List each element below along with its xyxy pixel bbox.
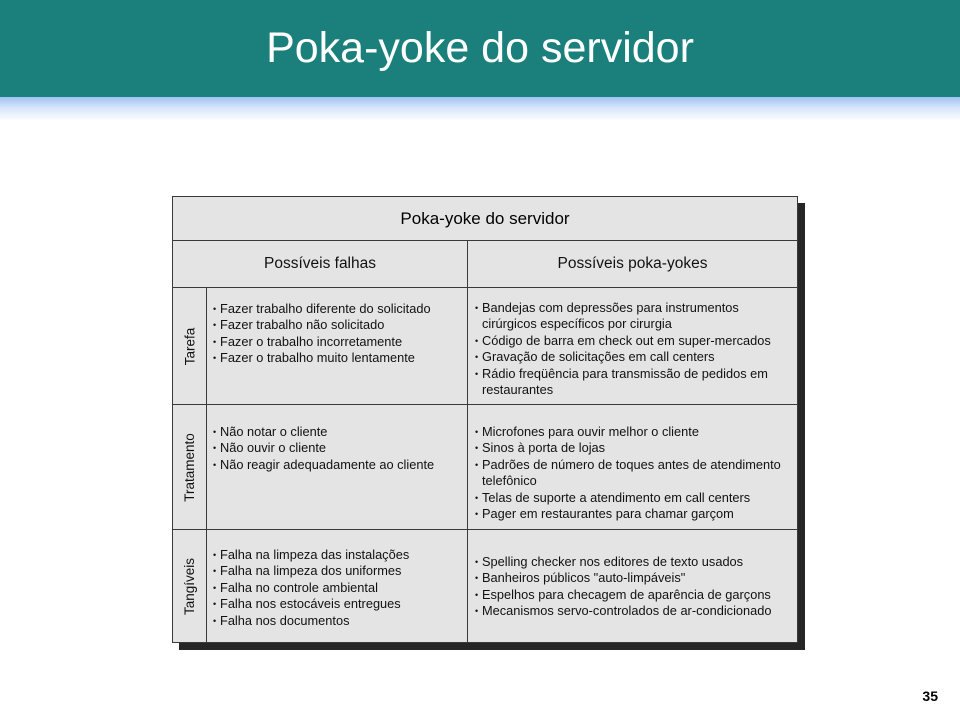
page-number: 35 xyxy=(922,688,938,704)
row-label-tarefa xyxy=(173,288,206,404)
list-item: • Falha nos estocáveis entregues xyxy=(213,596,465,612)
list-item: • Fazer trabalho diferente do solicitado xyxy=(213,301,465,317)
table-title: Poka-yoke do servidor xyxy=(400,208,570,228)
list-item: • Falha no controle ambiental xyxy=(213,580,465,596)
list-item: • Padrões de número de toques antes de atendimento telefônico xyxy=(475,457,795,490)
list-item: • Código de barra em check out em super-mercados xyxy=(475,333,795,349)
divider xyxy=(173,287,797,288)
row-label-tratamento xyxy=(173,405,206,529)
list-item: • Falha nos documentos xyxy=(213,613,465,629)
row-label-text: Tarefa xyxy=(182,327,197,365)
list-item: • Não ouvir o cliente xyxy=(213,440,465,456)
list-item: • Sinos à porta de lojas xyxy=(475,440,795,456)
slide-title: Poka-yoke do servidor xyxy=(266,24,694,72)
column-header-failures: Possíveis falhas xyxy=(264,255,376,272)
pokayokes-cell-tratamento xyxy=(475,424,795,522)
divider xyxy=(206,530,207,642)
divider xyxy=(173,404,797,405)
pokayoke-table xyxy=(172,196,798,643)
list-item: • Fazer o trabalho incorretamente xyxy=(213,334,465,350)
row-label-tangiveis xyxy=(173,530,206,642)
divider xyxy=(206,405,207,529)
list-item: • Fazer trabalho não solicitado xyxy=(213,317,465,333)
list-item: • Falha na limpeza das instalações xyxy=(213,547,465,563)
list-item: • Não notar o cliente xyxy=(213,424,465,440)
list-item: • Rádio freqüência para transmissão de pedidos em restaurantes xyxy=(475,366,795,399)
list-item: • Microfones para ouvir melhor o cliente xyxy=(475,424,795,440)
list-item: • Não reagir adequadamente ao cliente xyxy=(213,457,465,473)
list-item: • Telas de suporte a atendimento em call centers xyxy=(475,490,795,506)
list-item: • Bandejas com depressões para instrumentos cirúrgicos específicos por cirurgia xyxy=(475,300,795,333)
list-item: • Pager em restaurantes para chamar garçom xyxy=(475,506,795,522)
failures-cell-tratamento xyxy=(213,424,465,473)
row-label-text: Tangíveis xyxy=(182,557,198,615)
list-item: • Banheiros públicos "auto-limpáveis" xyxy=(475,570,795,586)
divider xyxy=(206,288,207,404)
pokayokes-cell-tangiveis xyxy=(475,554,795,620)
divider xyxy=(467,241,468,642)
divider xyxy=(173,529,797,530)
row-label-text: Tratamento xyxy=(182,432,197,502)
column-header-pokayokes: Possíveis poka-yokes xyxy=(557,255,708,272)
list-item: • Mecanismos servo-controlados de ar-condicionado xyxy=(475,603,795,619)
list-item: • Gravação de solicitações em call centers xyxy=(475,349,795,365)
list-item: • Spelling checker nos editores de texto usados xyxy=(475,554,795,570)
list-item: • Fazer o trabalho muito lentamente xyxy=(213,350,465,366)
failures-cell-tarefa xyxy=(213,301,465,367)
title-bar-glow xyxy=(0,97,960,121)
failures-cell-tangiveis xyxy=(213,547,465,629)
pokayokes-cell-tarefa xyxy=(475,300,795,398)
list-item: • Espelhos para checagem de aparência de garçons xyxy=(475,587,795,603)
list-item: • Falha na limpeza dos uniformes xyxy=(213,563,465,579)
